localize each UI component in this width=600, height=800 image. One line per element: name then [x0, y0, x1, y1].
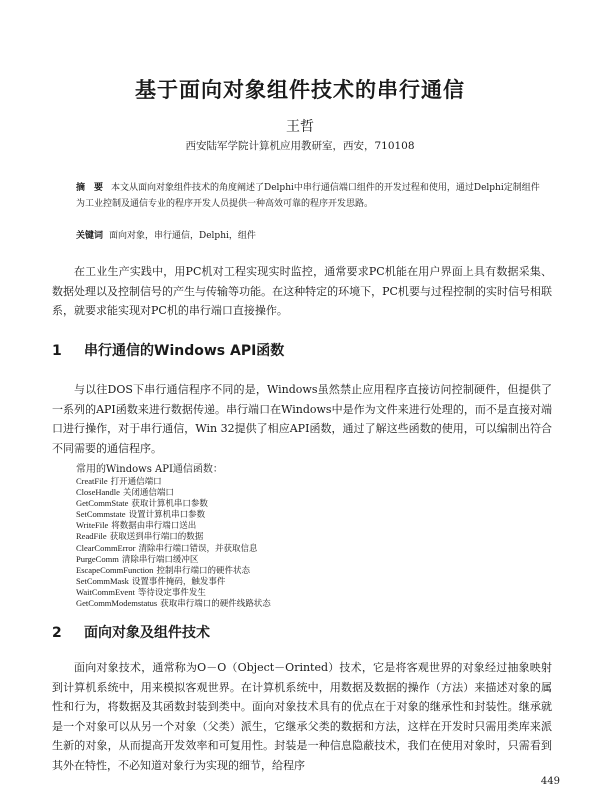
- section-1-title: 串行通信的Windows API函数: [84, 343, 285, 359]
- section-2-paragraph: 面向对象技术，通常称为O－O（Object－Orinted）技术，它是将客观世界的对象经过抽象映射到计算机系统中，用来模拟客观世界。在计算机系统中，用数据及数据的操作（方法）来描述对象的属性和行为，将数据及其函数封装到类中。面向对象技术具有的优点在于对象的继承性和封装性。继承就是一个对象可以从另一个对象（父类）派生，它继承父类的数据和方法，这样在开发时只需用类库来派生新的对象，从而提高开发效率和可复用性。封装是一种信息隐蔽技术，我们在使用对象时，只需看到其外在特性，不必知道对象行为实现的细节，给程序: [52, 661, 552, 772]
- keywords-label: 关键词: [76, 231, 104, 241]
- function-name: CloseHandle: [76, 487, 120, 498]
- function-name: GetCommState: [76, 498, 129, 509]
- list-item: [76, 520, 516, 531]
- page-number: 449: [540, 776, 560, 787]
- function-name: CreatFile: [76, 476, 108, 486]
- function-desc: 控制串行端口的硬件状态: [156, 565, 250, 576]
- list-item: [76, 531, 516, 542]
- function-desc: 清除串行端口错误，并获取信息: [138, 543, 258, 554]
- function-desc: 打开通信端口: [110, 477, 162, 487]
- function-desc: 关闭通信端口: [122, 488, 174, 499]
- function-name: WriteFile: [76, 520, 109, 531]
- abstract-label: 摘 要: [76, 183, 104, 193]
- function-desc: 将数据由串行端口送出: [111, 521, 197, 532]
- list-item: [76, 543, 516, 554]
- section-1-number: 1: [52, 343, 62, 359]
- section-1-heading: [52, 340, 284, 360]
- list-item: [76, 587, 516, 598]
- function-name: SetCommMask: [76, 575, 129, 586]
- section-2-heading: [52, 622, 210, 642]
- function-desc: 获取送到串行端口的数据: [109, 532, 204, 543]
- author-affiliation: 西安陆军学院计算机应用教研室，西安，710108: [185, 140, 415, 152]
- function-desc: 设置事件掩码，触发事件: [131, 576, 226, 587]
- function-name: ClearCommError: [76, 542, 136, 553]
- function-name: SetCommstate: [76, 509, 126, 520]
- function-desc: 等待设定事件发生: [137, 587, 206, 598]
- function-name: PurgeComm: [76, 553, 119, 564]
- function-name: WaitCommEvent: [76, 586, 135, 597]
- function-name: GetCommModemstatus: [76, 598, 158, 609]
- keywords-text: 面向对象，串行通信，Delphi，组件: [109, 231, 256, 241]
- list-item: [76, 476, 516, 487]
- keywords: [76, 228, 546, 241]
- list-item: [76, 487, 516, 498]
- function-name: ReadFile: [76, 531, 107, 542]
- function-desc: 设置计算机串口参数: [128, 510, 206, 521]
- list-item: [76, 498, 516, 509]
- list-item: [76, 598, 516, 609]
- function-list-heading: 常用的Windows API通信函数：: [76, 464, 223, 475]
- abstract: [76, 180, 546, 212]
- paper-title: 基于面向对象组件技术的串行通信: [135, 78, 465, 102]
- function-list: [76, 476, 516, 609]
- abstract-text: 本文从面向对象组件技术的角度阐述了Delphi中串行通信端口组件的开发过程和使用，通过Delphi定制组件为工业控制及通信专业的程序开发人员提供一种高效可靠的程序开发思路。: [76, 183, 540, 209]
- section-2-number: 2: [52, 625, 62, 641]
- list-item: [76, 554, 516, 565]
- section-2-title: 面向对象及组件技术: [84, 625, 210, 641]
- author-name: 王哲: [286, 119, 314, 135]
- intro-paragraph: 在工业生产实践中，用PC机对工程实现实时监控，通常要求PC机能在用户界面上具有数据采集、数据处理以及控制信号的产生与传输等功能。在这种特定的环境下，PC机要与过程控制的实时信号相联系，就要求能实现对PC机的串行端口直接操作。: [52, 265, 552, 317]
- function-desc: 获取计算机串口参数: [131, 499, 208, 510]
- function-name: EscapeCommFunction: [76, 564, 154, 575]
- list-item: [76, 509, 516, 520]
- function-desc: 获取串行端口的硬件线路状态: [160, 599, 271, 610]
- list-item: [76, 565, 516, 576]
- section-1-paragraph: 与以往DOS下串行通信程序不同的是，Windows虽然禁止应用程序直接访问控制硬件，但提供了一系列的API函数来进行数据传递。串行端口在Windows中是作为文件来进行处理的，而不是直接对端口进行操作，对于串行通信，Win 32提供了相应API函数，通过了解这些函数的使用，可以编制出符合不同需要的通信程序。: [52, 383, 552, 455]
- function-desc: 清除串行端口缓冲区: [121, 554, 199, 565]
- list-item: [76, 576, 516, 587]
